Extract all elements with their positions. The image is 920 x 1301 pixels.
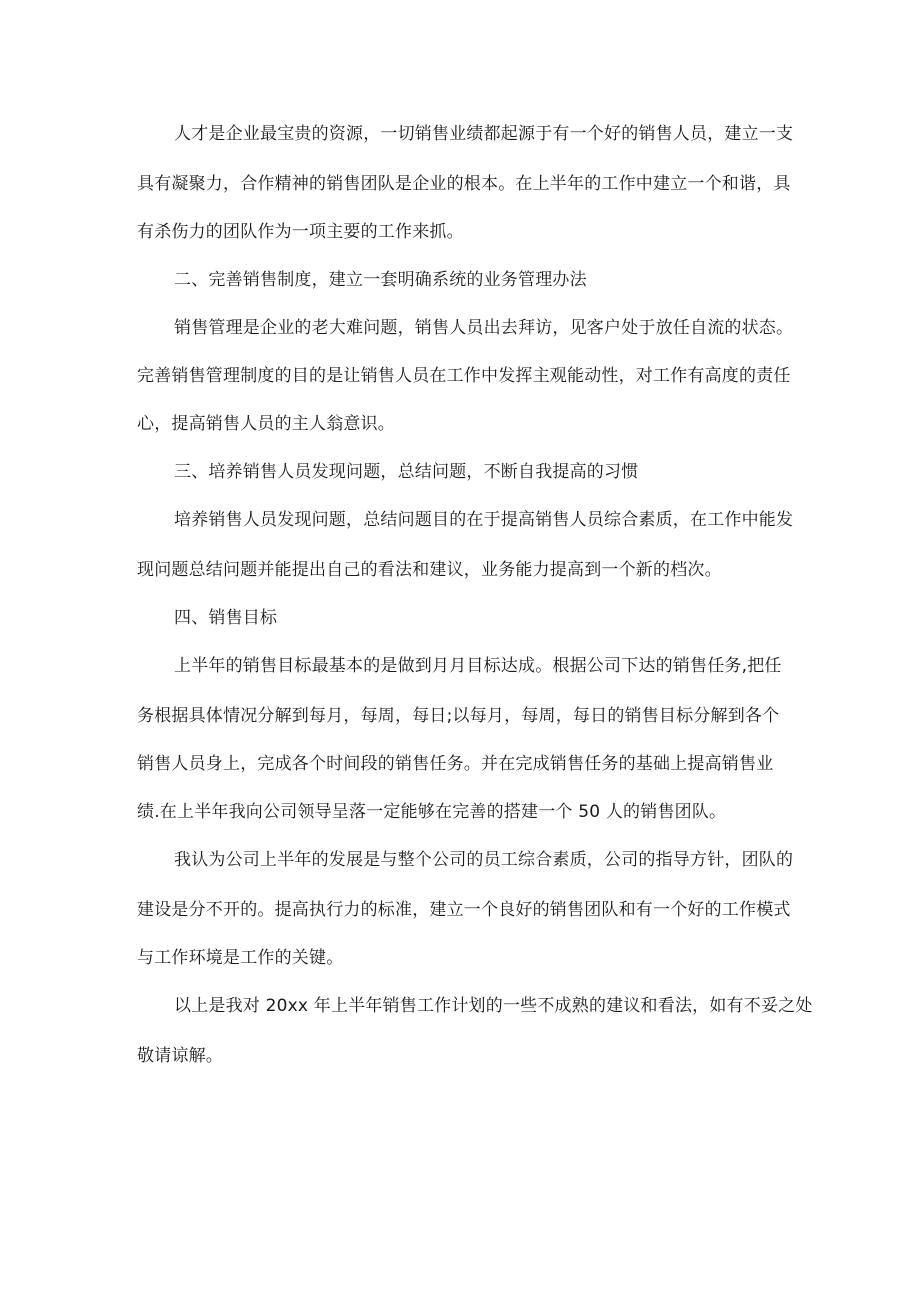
paragraph-talent-line-3: 有杀伤力的团队作为一项主要的工作来抓。 (137, 222, 464, 242)
paragraph-training-line-2: 现问题总结问题并能提出自己的看法和建议，业务能力提高到一个新的档次。 (137, 560, 722, 580)
section-heading-2: 二、完善销售制度，建立一套明确系统的业务管理办法 (174, 270, 587, 290)
paragraph-development-line-3: 与工作环境是工作的关键。 (137, 948, 344, 968)
paragraph-development-line-2: 建设是分不开的。提高执行力的标准，建立一个良好的销售团队和有一个好的工作模式 (137, 900, 791, 920)
paragraph-target-line-3: 销售人员身上，完成各个时间段的销售任务。并在完成销售任务的基础上提高销售业 (137, 754, 774, 774)
section-heading-4: 四、销售目标 (174, 608, 278, 628)
paragraph-training-line-1: 培养销售人员发现问题，总结问题目的在于提高销售人员综合素质，在工作中能发 (174, 510, 794, 530)
paragraph-closing-line-2: 敬请谅解。 (137, 1046, 223, 1066)
paragraph-talent-line-1: 人才是企业最宝贵的资源，一切销售业绩都起源于有一个好的销售人员，建立一支 (174, 124, 794, 144)
paragraph-management-line-2: 完善销售管理制度的目的是让销售人员在工作中发挥主观能动性，对工作有高度的责任 (137, 366, 791, 386)
section-heading-3: 三、培养销售人员发现问题，总结问题，不断自我提高的习惯 (174, 462, 639, 482)
paragraph-closing-line-1: 以上是我对 20xx 年上半年销售工作计划的一些不成熟的建议和看法，如有不妥之处 (174, 996, 813, 1016)
paragraph-development-line-1: 我认为公司上半年的发展是与整个公司的员工综合素质，公司的指导方针，团队的 (174, 850, 794, 870)
paragraph-target-line-4: 绩.在上半年我向公司领导呈落一定能够在完善的搭建一个 50 人的销售团队。 (137, 802, 727, 822)
paragraph-management-line-1: 销售管理是企业的老大难问题，销售人员出去拜访，见客户处于放任自流的状态。 (174, 318, 794, 338)
paragraph-management-line-3: 心，提高销售人员的主人翁意识。 (137, 414, 395, 434)
paragraph-target-line-2: 务根据具体情况分解到每月，每周，每日;以每月，每周，每日的销售目标分解到各个 (137, 706, 780, 726)
paragraph-target-line-1: 上半年的销售目标最基本的是做到月月目标达成。根据公司下达的销售任务,把任 (174, 656, 782, 676)
paragraph-talent-line-2: 具有凝聚力，合作精神的销售团队是企业的根本。在上半年的工作中建立一个和谐，具 (137, 174, 791, 194)
